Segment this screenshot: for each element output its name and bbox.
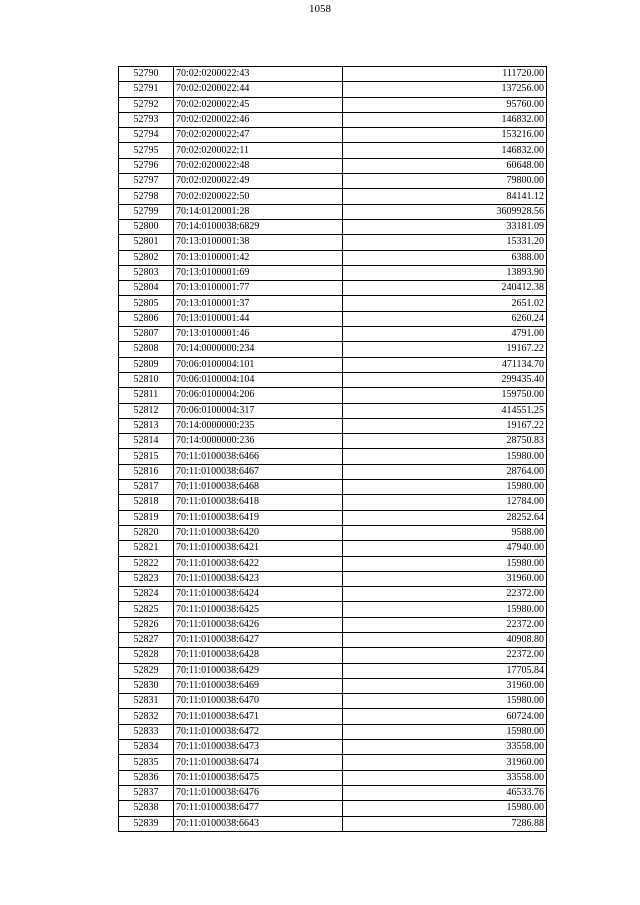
table-row xyxy=(119,724,547,739)
value-cell: 9588.00 xyxy=(343,525,547,540)
table-row xyxy=(119,648,547,663)
cadastral-number-cell: 70:11:0100038:6468 xyxy=(174,480,343,495)
table-row xyxy=(119,480,547,495)
row-number-cell: 52814 xyxy=(119,434,174,449)
value-cell: 15331.20 xyxy=(343,235,547,250)
cadastral-number-cell: 70:11:0100038:6471 xyxy=(174,709,343,724)
table-row xyxy=(119,525,547,540)
table-row xyxy=(119,158,547,173)
row-number-cell: 52798 xyxy=(119,189,174,204)
table-row xyxy=(119,112,547,127)
value-cell: 33558.00 xyxy=(343,740,547,755)
table-row xyxy=(119,785,547,800)
value-cell: 22372.00 xyxy=(343,648,547,663)
value-cell: 47940.00 xyxy=(343,541,547,556)
cadastral-number-cell: 70:06:0100004:104 xyxy=(174,372,343,387)
table-row xyxy=(119,449,547,464)
row-number-cell: 52834 xyxy=(119,740,174,755)
table-row xyxy=(119,97,547,112)
value-cell: 12784.00 xyxy=(343,495,547,510)
table-row xyxy=(119,602,547,617)
table-row xyxy=(119,801,547,816)
table-row xyxy=(119,82,547,97)
table-row xyxy=(119,434,547,449)
value-cell: 471134.70 xyxy=(343,357,547,372)
cadastral-number-cell: 70:11:0100038:6643 xyxy=(174,816,343,831)
cadastral-number-cell: 70:06:0100004:206 xyxy=(174,388,343,403)
cadastral-number-cell: 70:02:0200022:45 xyxy=(174,97,343,112)
table-row xyxy=(119,143,547,158)
cadastral-number-cell: 70:11:0100038:6477 xyxy=(174,801,343,816)
value-cell: 6260.24 xyxy=(343,311,547,326)
value-cell: 84141.12 xyxy=(343,189,547,204)
value-cell: 22372.00 xyxy=(343,617,547,632)
table-row xyxy=(119,327,547,342)
value-cell: 15980.00 xyxy=(343,480,547,495)
table-row xyxy=(119,770,547,785)
table-row xyxy=(119,342,547,357)
row-number-cell: 52792 xyxy=(119,97,174,112)
cadastral-number-cell: 70:02:0200022:44 xyxy=(174,82,343,97)
row-number-cell: 52825 xyxy=(119,602,174,617)
row-number-cell: 52836 xyxy=(119,770,174,785)
row-number-cell: 52790 xyxy=(119,67,174,82)
cadastral-number-cell: 70:11:0100038:6473 xyxy=(174,740,343,755)
cadastral-number-cell: 70:11:0100038:6421 xyxy=(174,541,343,556)
row-number-cell: 52833 xyxy=(119,724,174,739)
value-cell: 3609928.56 xyxy=(343,204,547,219)
table-row xyxy=(119,571,547,586)
value-cell: 15980.00 xyxy=(343,556,547,571)
cadastral-number-cell: 70:13:0100001:44 xyxy=(174,311,343,326)
row-number-cell: 52820 xyxy=(119,525,174,540)
cadastral-number-cell: 70:11:0100038:6472 xyxy=(174,724,343,739)
value-cell: 13893.90 xyxy=(343,265,547,280)
cadastral-number-cell: 70:02:0200022:43 xyxy=(174,67,343,82)
cadastral-number-cell: 70:11:0100038:6427 xyxy=(174,632,343,647)
cadastral-number-cell: 70:13:0100001:46 xyxy=(174,327,343,342)
cadastral-number-cell: 70:02:0200022:50 xyxy=(174,189,343,204)
value-cell: 137256.00 xyxy=(343,82,547,97)
row-number-cell: 52838 xyxy=(119,801,174,816)
cadastral-number-cell: 70:06:0100004:317 xyxy=(174,403,343,418)
value-cell: 15980.00 xyxy=(343,602,547,617)
table-row xyxy=(119,663,547,678)
cadastral-number-cell: 70:06:0100004:101 xyxy=(174,357,343,372)
value-cell: 28764.00 xyxy=(343,464,547,479)
table-row xyxy=(119,617,547,632)
row-number-cell: 52824 xyxy=(119,587,174,602)
value-cell: 15980.00 xyxy=(343,801,547,816)
cadastral-number-cell: 70:11:0100038:6424 xyxy=(174,587,343,602)
value-cell: 33181.09 xyxy=(343,219,547,234)
cadastral-number-cell: 70:11:0100038:6419 xyxy=(174,510,343,525)
row-number-cell: 52804 xyxy=(119,281,174,296)
row-number-cell: 52837 xyxy=(119,785,174,800)
row-number-cell: 52830 xyxy=(119,678,174,693)
value-cell: 31960.00 xyxy=(343,571,547,586)
value-cell: 95760.00 xyxy=(343,97,547,112)
row-number-cell: 52819 xyxy=(119,510,174,525)
value-cell: 60648.00 xyxy=(343,158,547,173)
cadastral-number-cell: 70:11:0100038:6426 xyxy=(174,617,343,632)
value-cell: 240412.38 xyxy=(343,281,547,296)
cadastral-number-cell: 70:11:0100038:6420 xyxy=(174,525,343,540)
table-row xyxy=(119,204,547,219)
table-row xyxy=(119,281,547,296)
value-cell: 111720.00 xyxy=(343,67,547,82)
row-number-cell: 52810 xyxy=(119,372,174,387)
table-row xyxy=(119,250,547,265)
table-row xyxy=(119,464,547,479)
value-cell: 17705.84 xyxy=(343,663,547,678)
value-cell: 40908.80 xyxy=(343,632,547,647)
table-row xyxy=(119,189,547,204)
table-row xyxy=(119,556,547,571)
row-number-cell: 52803 xyxy=(119,265,174,280)
cadastral-number-cell: 70:13:0100001:38 xyxy=(174,235,343,250)
table-body xyxy=(119,67,547,832)
row-number-cell: 52812 xyxy=(119,403,174,418)
table-row xyxy=(119,510,547,525)
row-number-cell: 52807 xyxy=(119,327,174,342)
cadastral-number-cell: 70:13:0100001:77 xyxy=(174,281,343,296)
table-row xyxy=(119,67,547,82)
table-row xyxy=(119,418,547,433)
value-cell: 22372.00 xyxy=(343,587,547,602)
data-table xyxy=(118,66,547,832)
cadastral-number-cell: 70:02:0200022:11 xyxy=(174,143,343,158)
row-number-cell: 52800 xyxy=(119,219,174,234)
row-number-cell: 52809 xyxy=(119,357,174,372)
table-row xyxy=(119,174,547,189)
page-number: 1058 xyxy=(309,3,331,15)
cadastral-number-cell: 70:11:0100038:6469 xyxy=(174,678,343,693)
row-number-cell: 52813 xyxy=(119,418,174,433)
table-row xyxy=(119,678,547,693)
row-number-cell: 52801 xyxy=(119,235,174,250)
table-row xyxy=(119,265,547,280)
row-number-cell: 52796 xyxy=(119,158,174,173)
row-number-cell: 52828 xyxy=(119,648,174,663)
value-cell: 33558.00 xyxy=(343,770,547,785)
row-number-cell: 52817 xyxy=(119,480,174,495)
row-number-cell: 52805 xyxy=(119,296,174,311)
row-number-cell: 52802 xyxy=(119,250,174,265)
cadastral-number-cell: 70:14:0100038:6829 xyxy=(174,219,343,234)
cadastral-number-cell: 70:13:0100001:69 xyxy=(174,265,343,280)
row-number-cell: 52821 xyxy=(119,541,174,556)
row-number-cell: 52835 xyxy=(119,755,174,770)
value-cell: 299435.40 xyxy=(343,372,547,387)
row-number-cell: 52839 xyxy=(119,816,174,831)
table-row xyxy=(119,740,547,755)
value-cell: 6388.00 xyxy=(343,250,547,265)
cadastral-number-cell: 70:11:0100038:6428 xyxy=(174,648,343,663)
table-row xyxy=(119,296,547,311)
row-number-cell: 52818 xyxy=(119,495,174,510)
table-row xyxy=(119,816,547,831)
row-number-cell: 52797 xyxy=(119,174,174,189)
cadastral-number-cell: 70:02:0200022:47 xyxy=(174,128,343,143)
table-row xyxy=(119,694,547,709)
table-row xyxy=(119,219,547,234)
cadastral-number-cell: 70:11:0100038:6423 xyxy=(174,571,343,586)
value-cell: 46533.76 xyxy=(343,785,547,800)
row-number-cell: 52815 xyxy=(119,449,174,464)
cadastral-number-cell: 70:11:0100038:6470 xyxy=(174,694,343,709)
cadastral-number-cell: 70:14:0000000:236 xyxy=(174,434,343,449)
cadastral-number-cell: 70:14:0120001:28 xyxy=(174,204,343,219)
table-row xyxy=(119,541,547,556)
cadastral-number-cell: 70:11:0100038:6467 xyxy=(174,464,343,479)
cadastral-number-cell: 70:11:0100038:6474 xyxy=(174,755,343,770)
cadastral-number-cell: 70:02:0200022:48 xyxy=(174,158,343,173)
row-number-cell: 52795 xyxy=(119,143,174,158)
cadastral-number-cell: 70:11:0100038:6418 xyxy=(174,495,343,510)
cadastral-number-cell: 70:13:0100001:37 xyxy=(174,296,343,311)
row-number-cell: 52827 xyxy=(119,632,174,647)
row-number-cell: 52829 xyxy=(119,663,174,678)
table-row xyxy=(119,235,547,250)
table-row xyxy=(119,357,547,372)
row-number-cell: 52826 xyxy=(119,617,174,632)
value-cell: 31960.00 xyxy=(343,678,547,693)
row-number-cell: 52794 xyxy=(119,128,174,143)
row-number-cell: 52816 xyxy=(119,464,174,479)
table-row xyxy=(119,632,547,647)
row-number-cell: 52811 xyxy=(119,388,174,403)
row-number-cell: 52808 xyxy=(119,342,174,357)
value-cell: 414551.25 xyxy=(343,403,547,418)
table-row xyxy=(119,372,547,387)
table-row xyxy=(119,311,547,326)
cadastral-number-cell: 70:11:0100038:6475 xyxy=(174,770,343,785)
table-row xyxy=(119,709,547,724)
value-cell: 153216.00 xyxy=(343,128,547,143)
value-cell: 4791.00 xyxy=(343,327,547,342)
value-cell: 146832.00 xyxy=(343,112,547,127)
cadastral-number-cell: 70:02:0200022:46 xyxy=(174,112,343,127)
cadastral-number-cell: 70:11:0100038:6425 xyxy=(174,602,343,617)
cadastral-number-cell: 70:11:0100038:6422 xyxy=(174,556,343,571)
cadastral-number-cell: 70:11:0100038:6429 xyxy=(174,663,343,678)
row-number-cell: 52793 xyxy=(119,112,174,127)
table-row xyxy=(119,587,547,602)
table-row xyxy=(119,128,547,143)
row-number-cell: 52823 xyxy=(119,571,174,586)
table-row xyxy=(119,403,547,418)
cadastral-number-cell: 70:11:0100038:6466 xyxy=(174,449,343,464)
value-cell: 146832.00 xyxy=(343,143,547,158)
cadastral-number-cell: 70:02:0200022:49 xyxy=(174,174,343,189)
value-cell: 15980.00 xyxy=(343,694,547,709)
cadastral-number-cell: 70:14:0000000:234 xyxy=(174,342,343,357)
value-cell: 19167.22 xyxy=(343,342,547,357)
value-cell: 2651.02 xyxy=(343,296,547,311)
cadastral-number-cell: 70:11:0100038:6476 xyxy=(174,785,343,800)
row-number-cell: 52832 xyxy=(119,709,174,724)
cadastral-number-cell: 70:14:0000000:235 xyxy=(174,418,343,433)
value-cell: 15980.00 xyxy=(343,449,547,464)
value-cell: 60724.00 xyxy=(343,709,547,724)
table-row xyxy=(119,495,547,510)
value-cell: 19167.22 xyxy=(343,418,547,433)
table-row xyxy=(119,388,547,403)
row-number-cell: 52799 xyxy=(119,204,174,219)
value-cell: 28750.83 xyxy=(343,434,547,449)
value-cell: 15980.00 xyxy=(343,724,547,739)
row-number-cell: 52822 xyxy=(119,556,174,571)
value-cell: 28252.64 xyxy=(343,510,547,525)
value-cell: 7286.88 xyxy=(343,816,547,831)
cadastral-number-cell: 70:13:0100001:42 xyxy=(174,250,343,265)
row-number-cell: 52831 xyxy=(119,694,174,709)
table-row xyxy=(119,755,547,770)
row-number-cell: 52806 xyxy=(119,311,174,326)
value-cell: 31960.00 xyxy=(343,755,547,770)
value-cell: 79800.00 xyxy=(343,174,547,189)
row-number-cell: 52791 xyxy=(119,82,174,97)
value-cell: 159750.00 xyxy=(343,388,547,403)
